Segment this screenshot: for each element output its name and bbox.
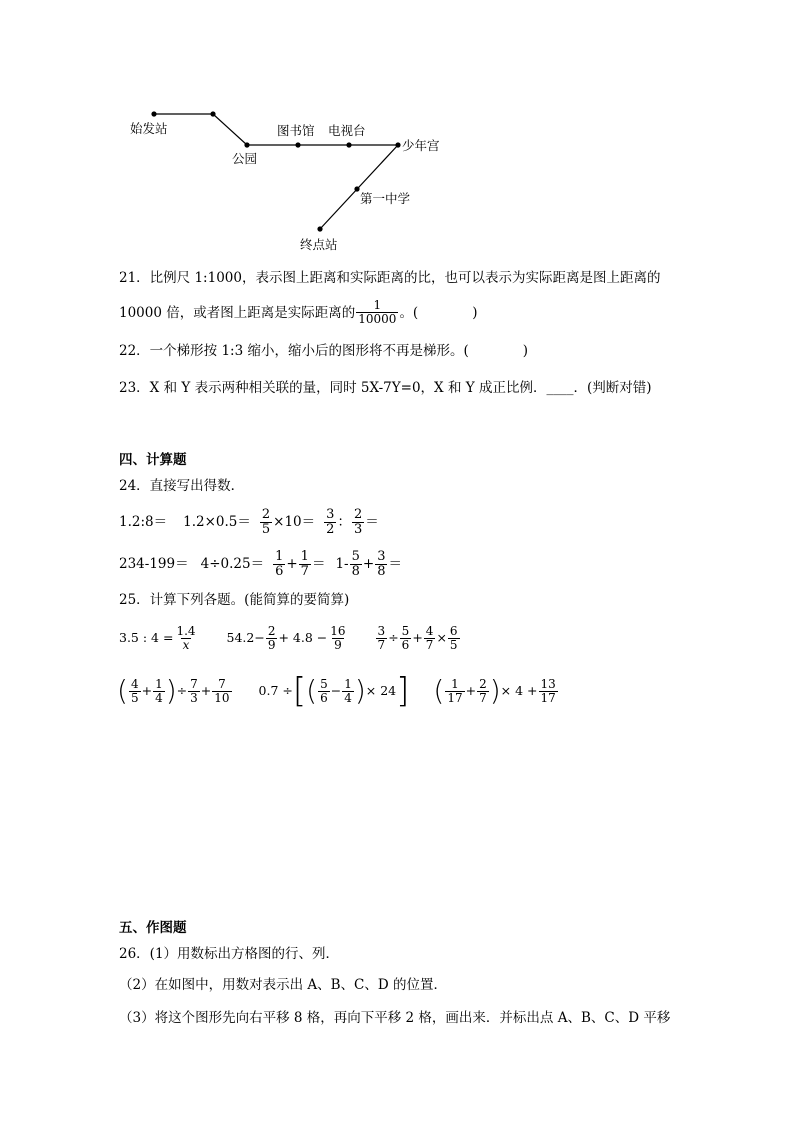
station-label-start: 始发站	[130, 121, 168, 136]
q25-e2-pre: 54.2−	[226, 630, 265, 645]
q25-row1	[119, 620, 461, 656]
q26-line1: 26．(1）用数标出方格图的行、列．	[119, 946, 340, 962]
q24-row2	[119, 548, 402, 580]
q24-r1-b: 1.2×0.5＝	[183, 514, 251, 530]
station-label-youth: 少年宫	[402, 138, 440, 153]
q24-row1	[119, 506, 379, 538]
q25-e4-op2: ÷	[176, 683, 188, 698]
q24-r2-c-frac2: $\frac{1}{7}$	[300, 548, 309, 579]
q24-r2-d-pre: 1-	[335, 556, 349, 572]
q25-e5-lparen: (	[306, 674, 318, 707]
q25-e6-rparen: )	[489, 674, 501, 707]
q25-e5-post: × 24	[365, 683, 397, 698]
station-label-tv: 电视台	[328, 123, 366, 138]
q25-e6-op1: +	[465, 683, 477, 698]
q25-e4-frac1: $\frac{4}{5}$	[130, 676, 139, 705]
q25-e5-rparen: )	[354, 674, 366, 707]
q25-e5-lbracket: [	[292, 671, 307, 711]
q24-r1-c-frac: $\frac{2}{5}$	[261, 506, 271, 537]
q24-r2-d-plus: +	[362, 556, 375, 572]
q25-e4-op1: +	[141, 683, 153, 698]
q21-frac-den: 10000	[358, 312, 397, 326]
q24-r1-d-frac2: $\frac{2}{3}$	[353, 506, 363, 537]
q24-r2-c-frac1: $\frac{1}{6}$	[275, 548, 284, 579]
q25-title: 25．计算下列各题。(能简算的要简算)	[119, 592, 350, 608]
q21-fraction	[356, 299, 398, 326]
q24-title: 24．直接写出得数．	[119, 478, 245, 494]
q21-line2	[119, 299, 477, 326]
q26-line3: （3）将这个图形先向右平移 8 格，再向下平移 2 格，画出来．并标出点 A、B、C、D 平移	[119, 1010, 671, 1026]
q24-r1-a: 1.2:8＝	[119, 514, 168, 530]
q25-e3-frac3: $\frac{4}{7}$	[425, 623, 434, 652]
q25-e6-mid: × 4 +	[500, 683, 538, 698]
q25-e5-frac2: $\frac{1}{4}$	[344, 676, 352, 705]
q24-r1-d-frac1: $\frac{3}{2}$	[326, 506, 335, 537]
station-dot-library	[295, 142, 300, 147]
station-dot-youth	[395, 142, 400, 147]
q25-e3-frac4: $\frac{6}{5}$	[449, 623, 458, 652]
q21-answer-blank[interactable]: 。( )	[399, 304, 478, 321]
station-label-school: 第一中学	[360, 191, 411, 206]
q24-r2-b: 4÷0.25＝	[200, 556, 265, 572]
station-label-library: 图书馆	[277, 123, 315, 138]
q25-e6-frac1: $\frac{1}{17}$	[447, 676, 463, 705]
q22-text: 22．一个梯形按 1:3 缩小，缩小后的图形将不再是梯形。( )	[119, 343, 529, 359]
q25-e3-op1: ÷	[388, 630, 399, 645]
q25-e2-mid: + 4.8 −	[278, 630, 328, 645]
q25-e4-frac2: $\frac{1}{4}$	[155, 676, 163, 705]
q25-e4-rparen: )	[165, 674, 177, 707]
station-dot-end	[317, 226, 322, 231]
q25-e1-pre: 3.5 : 4 =	[119, 630, 174, 645]
q25-e6-frac3: $\frac{13}{17}$	[540, 676, 556, 705]
q24-r2-d-post: ＝	[388, 556, 402, 572]
q25-e4-op3: +	[200, 683, 212, 698]
q21-line2-pre: 10000 倍，或者图上距离是实际距离的	[119, 304, 356, 321]
q21-line1: 21．比例尺 1:1000，表示图上距离和实际距离的比，也可以表示为实际距离是图上距离的	[119, 270, 661, 286]
q26-line2: （2）在如图中，用数对表示出 A、B、C、D 的位置．	[119, 977, 447, 993]
q25-e5-rbracket: ]	[396, 671, 410, 711]
q24-r1-d-colon: ：	[337, 514, 351, 530]
q25-e6-frac2: $\frac{2}{7}$	[479, 676, 487, 705]
station-dot-park	[244, 142, 249, 147]
station-dot-tv	[346, 142, 351, 147]
section-4-title: 四、计算题	[119, 452, 187, 468]
station-label-park: 公园	[232, 151, 258, 166]
q24-r1-d-post: ＝	[365, 514, 379, 530]
station-dot-school	[354, 186, 359, 191]
q24-r2-d-frac1: $\frac{5}{8}$	[351, 548, 360, 579]
q25-e4-frac4: $\frac{7}{10}$	[214, 676, 230, 705]
q25-e4-frac3: $\frac{7}{3}$	[190, 676, 198, 705]
q24-r2-c-post: ＝	[311, 556, 326, 572]
station-dot-start	[151, 111, 156, 116]
q24-r1-c-post: ×10＝	[273, 514, 316, 530]
q25-e5-op1: −	[330, 683, 342, 698]
route-map	[0, 0, 794, 260]
q25-e5-frac1: $\frac{5}{6}$	[320, 676, 328, 705]
q24-r2-c-plus: +	[286, 556, 298, 572]
q25-e1-frac: $\frac{1.4}{x}$	[176, 623, 196, 652]
q25-e2-frac2: $\frac{16}{9}$	[330, 623, 346, 652]
q25-e3-op2: +	[412, 630, 423, 645]
q25-e3-frac2: $\frac{5}{6}$	[401, 623, 410, 652]
q25-e2-frac1: $\frac{2}{9}$	[267, 623, 276, 652]
station-dot-turn	[210, 111, 215, 116]
q25-row2	[117, 669, 559, 713]
q23-text: 23．X 和 Y 表示两种相关联的量，同时 5X-7Y=0，X 和 Y 成正比例．____．(判断对错)	[119, 380, 652, 396]
q21-frac-num: 1	[373, 298, 382, 312]
q24-r2-a: 234-199＝	[119, 556, 189, 572]
q25-e5-pre: 0.7 ÷	[258, 683, 293, 698]
section-5-title: 五、作图题	[119, 920, 187, 936]
q24-r2-d-frac2: $\frac{3}{8}$	[377, 548, 386, 579]
q25-e3-op3: ×	[436, 630, 447, 645]
q25-e3-frac1: $\frac{3}{7}$	[377, 623, 386, 652]
q25-e6-lparen: (	[433, 674, 445, 707]
q25-e4-lparen: (	[117, 674, 128, 707]
station-label-end: 终点站	[300, 237, 338, 252]
